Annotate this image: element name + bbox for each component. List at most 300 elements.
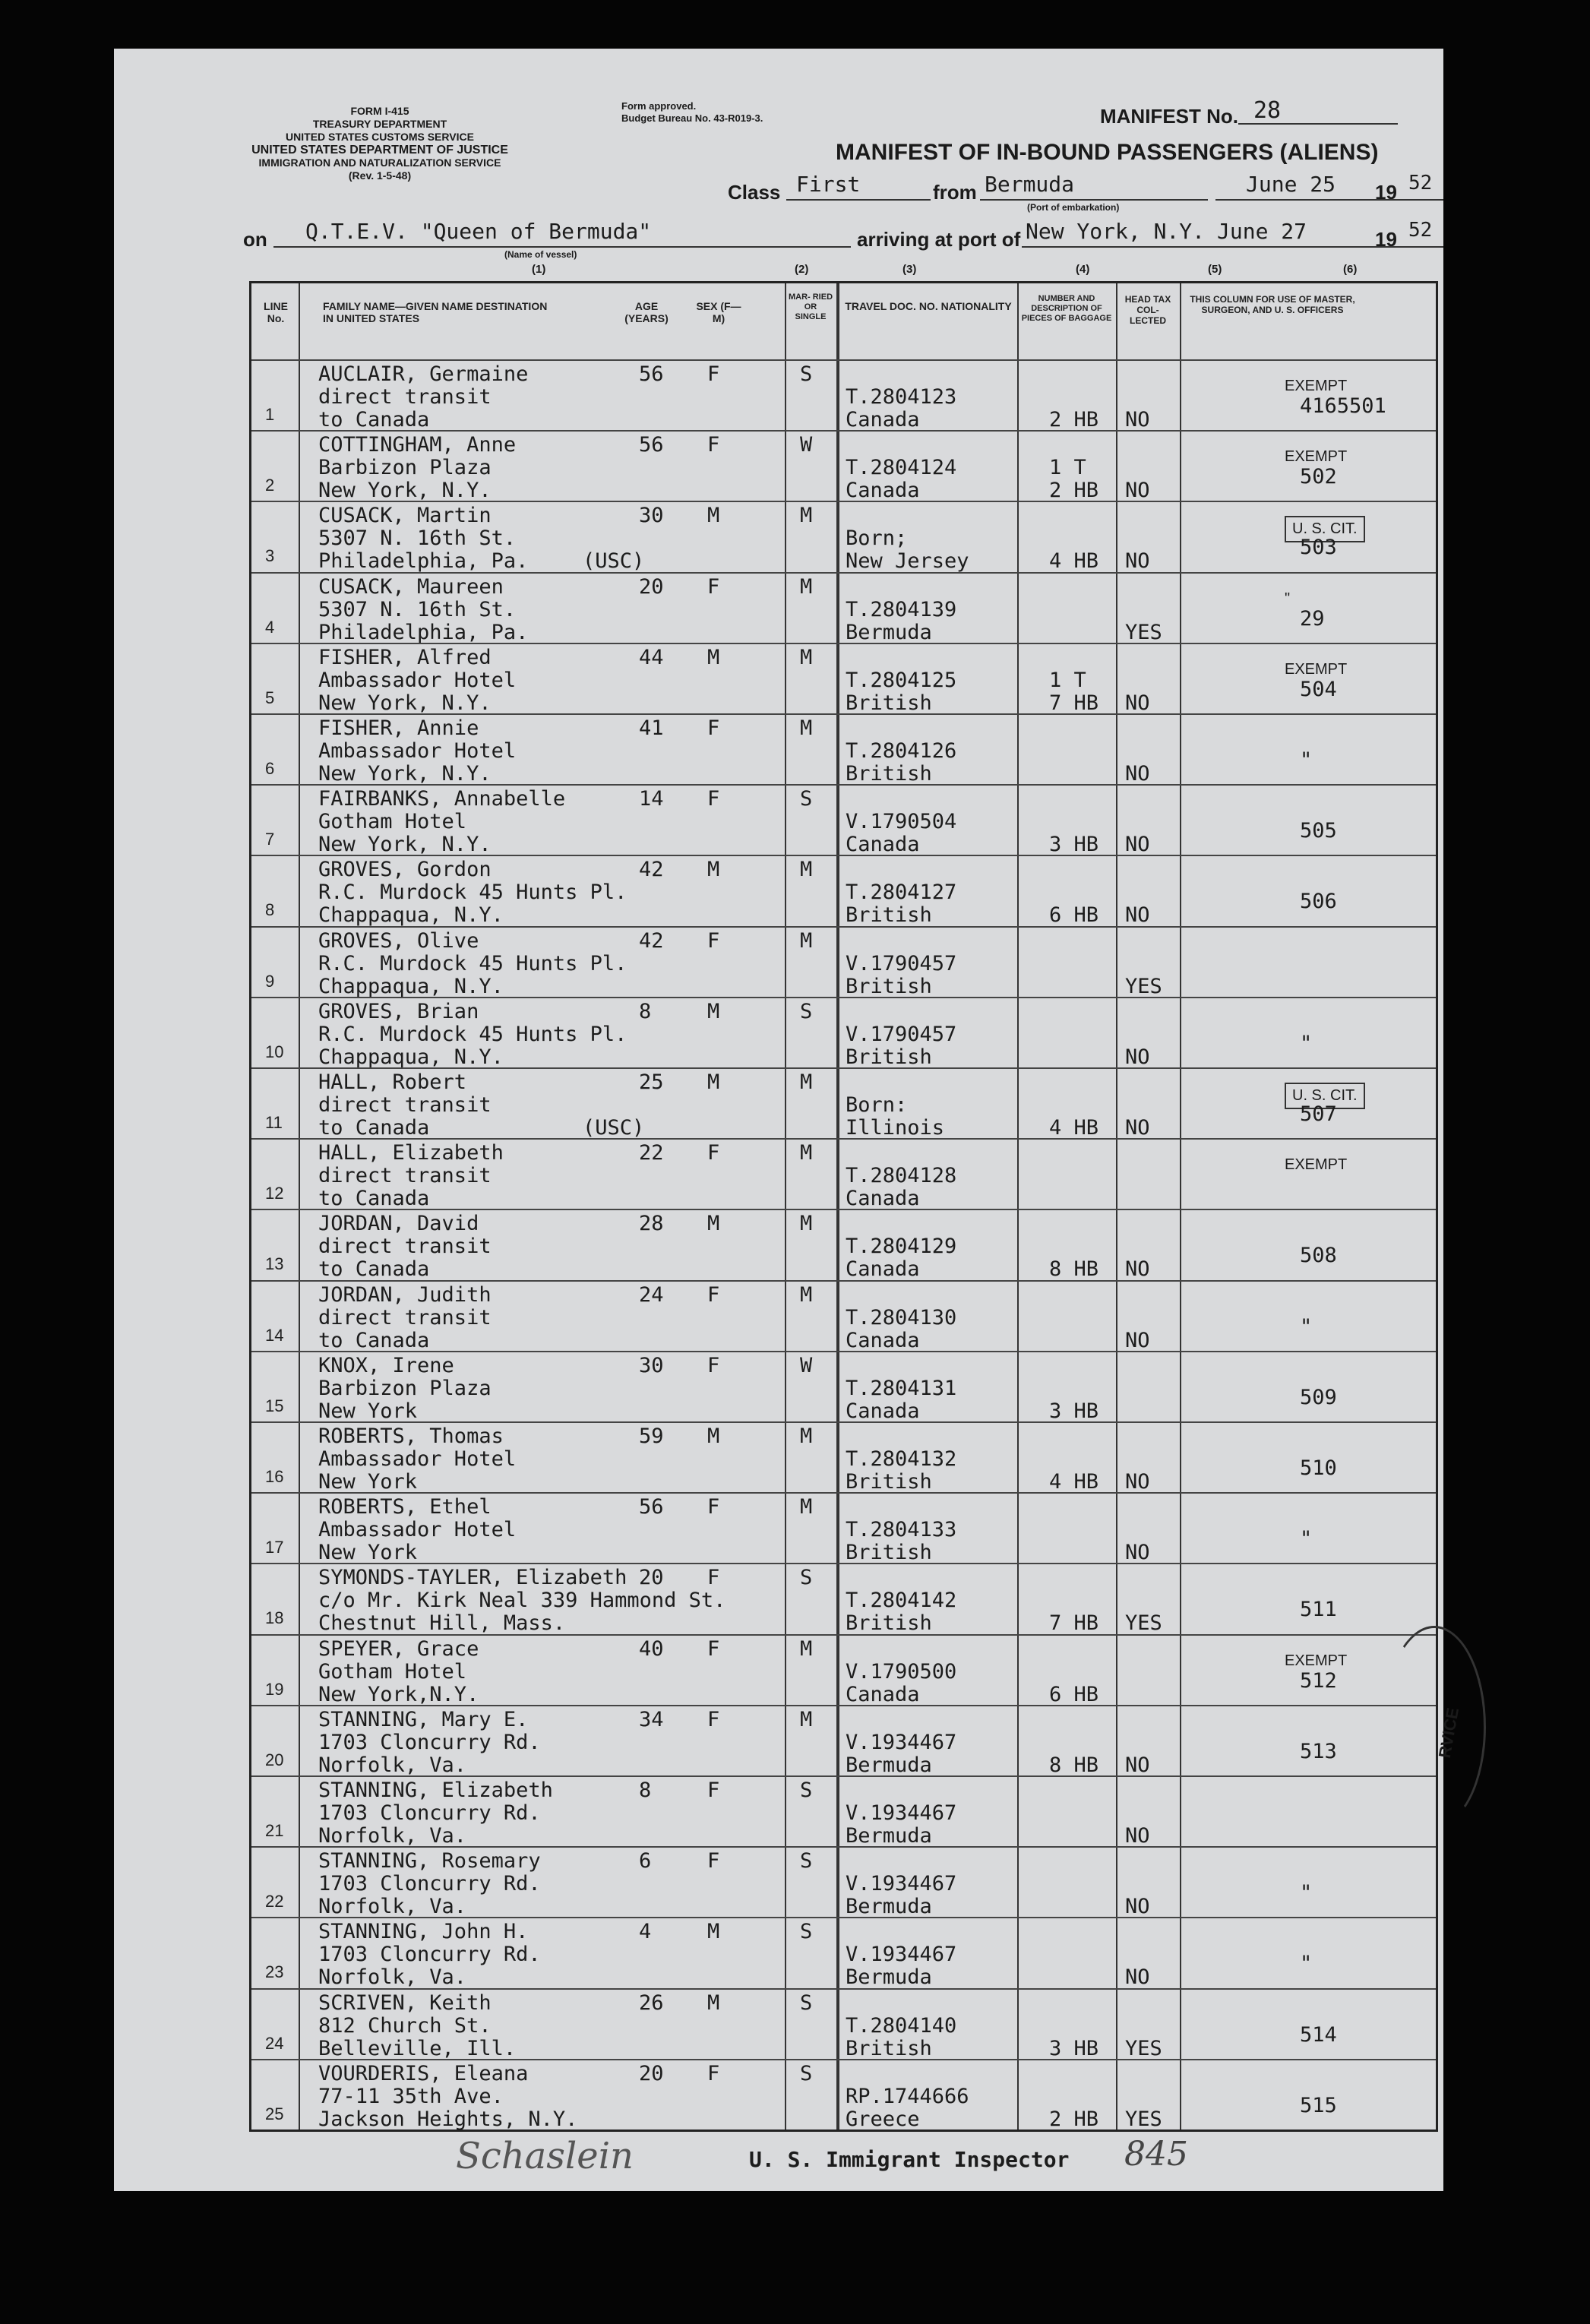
destination-line-2: Chestnut Hill, Mass.	[318, 1611, 566, 1636]
customs-service: UNITED STATES CUSTOMS SERVICE	[286, 131, 474, 143]
line-number: 11	[265, 1113, 283, 1132]
table-row	[251, 1209, 1436, 1281]
marital-status: M	[800, 1141, 813, 1165]
nationality: British	[846, 903, 932, 928]
destination-line-2: to Canada	[318, 1187, 430, 1211]
destination-line-1: direct transit	[318, 1164, 492, 1188]
destination-line-2: to Canada	[318, 1116, 430, 1140]
line-number: 19	[265, 1679, 284, 1699]
head-tax: NO	[1125, 1116, 1150, 1140]
line-number: 1	[265, 405, 275, 424]
from-label: from	[933, 181, 977, 204]
ins-service: IMMIGRATION AND NATURALIZATION SERVICE	[258, 157, 501, 169]
age: 25	[639, 1070, 664, 1094]
travel-document: T.2804124	[846, 456, 957, 480]
marital-status: S	[800, 1990, 813, 2015]
head-tax: NO	[1125, 408, 1150, 432]
column-header-age	[616, 300, 677, 324]
head-tax: NO	[1125, 1328, 1150, 1352]
head-tax: NO	[1125, 1541, 1150, 1565]
justice-dept: UNITED STATES DEPARTMENT OF JUSTICE	[251, 144, 508, 157]
age: 28	[639, 1212, 664, 1236]
table-row	[251, 1351, 1436, 1423]
officer-note: U. S. CIT.	[1285, 1083, 1365, 1109]
destination-line-1: R.C. Murdock 45 Hunts Pl.	[318, 1022, 627, 1046]
year-prefix-1: 19	[1375, 181, 1397, 204]
destination-line-1: direct transit	[318, 1093, 492, 1117]
column-header-name: FAMILY NAME—GIVEN NAME DESTINATION IN UNITED STATES	[323, 300, 548, 324]
age: 26	[639, 1990, 664, 2015]
sex: F	[707, 1353, 720, 1377]
age: 20	[639, 574, 664, 599]
travel-document: RP.1744666	[846, 2084, 969, 2108]
line-number: 15	[265, 1396, 284, 1415]
line-number: 13	[265, 1254, 284, 1274]
destination-line-2: to Canada	[318, 408, 430, 432]
from-value: Bermuda	[985, 172, 1075, 197]
head-tax: NO	[1125, 1470, 1150, 1494]
sex: F	[707, 1779, 720, 1802]
year-prefix-2: 19	[1375, 228, 1397, 251]
column-number-5: (5)	[1208, 263, 1222, 276]
column-number-3: (3)	[902, 263, 917, 276]
nationality: Canada	[846, 408, 920, 432]
line-number: 12	[265, 1184, 284, 1203]
travel-document: T.2804123	[846, 385, 957, 409]
marital-status: M	[800, 1707, 813, 1731]
destination-line-2: Chappaqua, N.Y.	[318, 903, 504, 928]
travel-document: T.2804130	[846, 1305, 957, 1330]
officer-number: 508	[1300, 1244, 1337, 1268]
passenger-name: STANNING, Rosemary	[318, 1849, 541, 1873]
date-line-1	[1215, 199, 1443, 201]
marital-status: W	[800, 1353, 813, 1377]
nationality: New Jersey	[846, 549, 969, 574]
travel-document: V.1790457	[846, 951, 957, 975]
column-header-baggage: NUMBER AND DESCRIPTION OF PIECES OF BAGGAGE	[1021, 294, 1112, 323]
head-tax: NO	[1125, 549, 1150, 574]
sex: M	[707, 645, 720, 669]
passenger-name: ROBERTS, Ethel	[318, 1495, 492, 1519]
marital-status: M	[800, 1636, 813, 1661]
table-row	[251, 643, 1436, 715]
nationality: Canada	[846, 1682, 920, 1706]
destination-line-2: Norfolk, Va.	[318, 1824, 467, 1848]
officer-number: 504	[1300, 677, 1337, 701]
marital-status: S	[800, 787, 813, 811]
marital-status: M	[800, 504, 813, 528]
head-tax: NO	[1125, 479, 1150, 503]
travel-document: V.1934467	[846, 1730, 957, 1754]
citizen-note: (USC)	[583, 1116, 645, 1140]
head-tax: YES	[1125, 620, 1162, 644]
sex: F	[707, 1566, 720, 1590]
form-number: FORM I-415	[350, 105, 409, 117]
sex: F	[707, 433, 720, 457]
travel-document: T.2804129	[846, 1235, 957, 1259]
baggage-line-2: 4 HB	[1049, 549, 1099, 574]
sex: M	[707, 1424, 720, 1448]
marital-status: M	[800, 716, 813, 740]
table-row	[251, 1988, 1436, 2060]
baggage-line-2: 6 HB	[1049, 1682, 1099, 1706]
marital-status: S	[800, 1849, 813, 1873]
marital-status: M	[800, 645, 813, 669]
marital-status: S	[800, 1920, 813, 1944]
destination-line-1: 1703 Cloncurry Rd.	[318, 1730, 541, 1754]
officer-number: "	[1300, 1031, 1313, 1055]
passenger-name: STANNING, Elizabeth	[318, 1779, 553, 1802]
destination-line-1: 5307 N. 16th St.	[318, 597, 517, 621]
head-tax: YES	[1125, 2107, 1162, 2131]
head-tax: NO	[1125, 903, 1150, 928]
table-row	[251, 1138, 1436, 1210]
travel-document: T.2804133	[846, 1518, 957, 1542]
sex: F	[707, 1707, 720, 1731]
nationality: Bermuda	[846, 1753, 932, 1777]
officer-note: "	[1285, 590, 1291, 607]
travel-document: V.1790500	[846, 1659, 957, 1684]
marital-status: S	[800, 999, 813, 1023]
sex: F	[707, 1636, 720, 1661]
officer-number: "	[1300, 1952, 1313, 1976]
nationality: British	[846, 762, 932, 786]
destination-line-1: R.C. Murdock 45 Hunts Pl.	[318, 951, 627, 975]
destination-line-2: Belleville, Ill.	[318, 2036, 517, 2060]
sex: F	[707, 2061, 720, 2085]
officer-number: 507	[1300, 1102, 1337, 1126]
manifest-number: 28	[1253, 97, 1282, 124]
column-header-headtax: HEAD TAX COL- LECTED	[1124, 294, 1171, 326]
column-header-sex	[692, 300, 745, 324]
travel-document: T.2804139	[846, 597, 957, 621]
destination-line-1: 1703 Cloncurry Rd.	[318, 1943, 541, 1967]
passenger-name: VOURDERIS, Eleana	[318, 2061, 529, 2085]
treasury-dept: TREASURY DEPARTMENT	[312, 118, 447, 130]
head-tax: NO	[1125, 691, 1150, 715]
nationality: British	[846, 2036, 932, 2060]
line-number: 18	[265, 1608, 284, 1628]
table-row	[251, 1421, 1436, 1494]
age: 41	[639, 716, 664, 740]
destination-line-2: New York	[318, 1470, 418, 1494]
vessel-line	[273, 246, 851, 248]
passenger-name: SCRIVEN, Keith	[318, 1990, 492, 2015]
passenger-name: GROVES, Brian	[318, 999, 479, 1023]
line-number: 16	[265, 1467, 284, 1486]
line-number: 20	[265, 1750, 284, 1769]
nationality: Canada	[846, 479, 920, 503]
destination-line-2: New York	[318, 1541, 418, 1565]
manifest-number-line	[1238, 123, 1398, 125]
travel-document: Born:	[846, 1093, 908, 1117]
table-row	[251, 926, 1436, 998]
officer-number: 513	[1300, 1739, 1337, 1763]
baggage-line-2: 3 HB	[1049, 1399, 1099, 1423]
marital-status: S	[800, 2061, 813, 2085]
table-row	[251, 1846, 1436, 1918]
sex: F	[707, 928, 720, 953]
nationality: Illinois	[846, 1116, 945, 1140]
marital-status: W	[800, 433, 813, 457]
officer-number: 512	[1300, 1668, 1337, 1693]
table-row	[251, 1775, 1436, 1848]
sex: M	[707, 1070, 720, 1094]
class-line	[786, 199, 931, 201]
officer-number: "	[1300, 748, 1313, 772]
sex: M	[707, 1920, 720, 1944]
inspector-signature: Schaslein	[456, 2135, 634, 2177]
table-row	[251, 1067, 1436, 1140]
officer-note: EXEMPT	[1285, 378, 1348, 394]
head-tax: NO	[1125, 1965, 1150, 1990]
travel-document: V.1790504	[846, 810, 957, 834]
line-number: 7	[265, 830, 275, 849]
line-number: 24	[265, 2033, 284, 2053]
line-number: 4	[265, 617, 275, 637]
sex: F	[707, 1282, 720, 1307]
age: 8	[639, 999, 652, 1023]
officer-number: 511	[1300, 1598, 1337, 1622]
sex: F	[707, 1495, 720, 1519]
passenger-name: JORDAN, David	[318, 1212, 479, 1236]
passenger-name: ROBERTS, Thomas	[318, 1424, 504, 1448]
head-tax: NO	[1125, 1895, 1150, 1919]
nationality: Bermuda	[846, 1824, 932, 1848]
table-row	[251, 997, 1436, 1069]
officer-number: 510	[1300, 1456, 1337, 1480]
destination-line-2: New York, N.Y.	[318, 833, 492, 857]
age: 6	[639, 1849, 652, 1873]
port-embarkation-note: (Port of embarkation)	[1027, 202, 1120, 213]
nationality: Bermuda	[846, 620, 932, 644]
line-number: 14	[265, 1325, 284, 1345]
line-number: 8	[265, 900, 275, 920]
age: 24	[639, 1282, 664, 1307]
marital-status: M	[800, 574, 813, 599]
travel-document: V.1790457	[846, 1022, 957, 1046]
sex: M	[707, 1990, 720, 2015]
from-line	[980, 199, 1208, 201]
sex: F	[707, 1141, 720, 1165]
officer-number: 515	[1300, 2093, 1337, 2117]
line-number: 3	[265, 546, 275, 566]
passenger-table	[249, 281, 1438, 2132]
column-number-1: (1)	[532, 263, 546, 276]
destination-line-1: 77-11 35th Ave.	[318, 2084, 504, 2108]
vessel-name: Q.T.E.V. "Queen of Bermuda"	[305, 219, 652, 244]
head-tax: NO	[1125, 1824, 1150, 1848]
destination-line-2: Norfolk, Va.	[318, 1753, 467, 1777]
destination-line-1: Ambassador Hotel	[318, 668, 517, 692]
marital-status: M	[800, 1495, 813, 1519]
baggage-line-2: 7 HB	[1049, 1611, 1099, 1636]
age: 22	[639, 1141, 664, 1165]
passenger-name: CUSACK, Maureen	[318, 574, 504, 599]
sex: F	[707, 787, 720, 811]
officer-number: 514	[1300, 2022, 1337, 2047]
head-tax: NO	[1125, 1045, 1150, 1069]
head-tax: NO	[1125, 762, 1150, 786]
destination-line-1: Barbizon Plaza	[318, 456, 492, 480]
passenger-name: FISHER, Alfred	[318, 645, 492, 669]
baggage-line-2: 4 HB	[1049, 1116, 1099, 1140]
table-row	[251, 713, 1436, 786]
manifest-title: MANIFEST OF IN-BOUND PASSENGERS (ALIENS)	[836, 140, 1379, 165]
sex: F	[707, 1849, 720, 1873]
age: 56	[639, 1495, 664, 1519]
sex: M	[707, 999, 720, 1023]
nationality: British	[846, 1541, 932, 1565]
destination-line-1: direct transit	[318, 1235, 492, 1259]
table-row	[251, 1705, 1436, 1777]
baggage-line-2: 2 HB	[1049, 408, 1099, 432]
baggage-line-1: 1 T	[1049, 456, 1086, 480]
passenger-name: HALL, Robert	[318, 1070, 467, 1094]
destination-line-1: Barbizon Plaza	[318, 1376, 492, 1400]
baggage-line-2: 2 HB	[1049, 479, 1099, 503]
destination-line-2: Philadelphia, Pa.	[318, 549, 529, 574]
table-row	[251, 501, 1436, 573]
inspector-number: 845	[1124, 2135, 1188, 2174]
age: 42	[639, 858, 664, 882]
destination-line-1: c/o Mr. Kirk Neal 339 Hammond St.	[318, 1589, 726, 1613]
class-value: First	[796, 172, 861, 197]
on-label: on	[243, 228, 267, 251]
destination-line-2: Norfolk, Va.	[318, 1895, 467, 1919]
nationality: Bermuda	[846, 1895, 932, 1919]
marital-status: S	[800, 1779, 813, 1802]
officer-number: 509	[1300, 1385, 1337, 1409]
table-row	[251, 2059, 1436, 2131]
column-number-2: (2)	[795, 263, 809, 276]
destination-line-1: direct transit	[318, 385, 492, 409]
destination-line-1: Ambassador Hotel	[318, 739, 517, 763]
age: 59	[639, 1424, 664, 1448]
column-header-sex-text: SEX (F—M)	[696, 300, 741, 324]
age: 20	[639, 2061, 664, 2085]
passenger-name: FISHER, Annie	[318, 716, 479, 740]
vessel-note: (Name of vessel)	[504, 249, 577, 260]
officer-number: 506	[1300, 890, 1337, 914]
passenger-name: COTTINGHAM, Anne	[318, 433, 517, 457]
revision: (Rev. 1-5-48)	[348, 169, 412, 182]
sex: M	[707, 1212, 720, 1236]
column-header-travel: TRAVEL DOC. NO. NATIONALITY	[845, 300, 1012, 312]
destination-line-2: New York, N.Y.	[318, 691, 492, 715]
service-stamp	[1383, 1626, 1486, 1828]
passenger-name: FAIRBANKS, Annabelle	[318, 787, 566, 811]
table-row	[251, 1492, 1436, 1564]
baggage-line-2: 2 HB	[1049, 2107, 1099, 2131]
destination-line-2: New York, N.Y.	[318, 762, 492, 786]
arrival-year: 52	[1408, 219, 1433, 242]
age: 56	[639, 433, 664, 457]
age: 30	[639, 504, 664, 528]
table-row	[251, 1280, 1436, 1352]
head-tax: NO	[1125, 1257, 1150, 1282]
destination-line-1: 5307 N. 16th St.	[318, 526, 517, 551]
budget-line: Budget Bureau No. 43-R019-3.	[621, 112, 763, 124]
stamp-text: RVICE	[1434, 1706, 1463, 1760]
destination-line-1: 812 Church St.	[318, 2013, 492, 2038]
destination-line-2: Chappaqua, N.Y.	[318, 1045, 504, 1069]
sex: M	[707, 504, 720, 528]
travel-document: T.2804125	[846, 668, 957, 692]
line-number: 2	[265, 476, 275, 495]
age: 4	[639, 1920, 652, 1944]
marital-status: M	[800, 1282, 813, 1307]
table-row	[251, 855, 1436, 927]
form-header-left	[235, 105, 524, 182]
destination-line-2: Jackson Heights, N.Y.	[318, 2107, 578, 2131]
passenger-name: GROVES, Gordon	[318, 858, 492, 882]
table-row	[251, 1634, 1436, 1706]
line-number: 6	[265, 759, 275, 778]
nationality: British	[846, 974, 932, 998]
age: 40	[639, 1636, 664, 1661]
arriving-line	[1022, 246, 1443, 248]
line-number: 22	[265, 1892, 284, 1911]
travel-document: T.2804142	[846, 1589, 957, 1613]
officer-number: 502	[1300, 465, 1337, 489]
passenger-name: STANNING, Mary E.	[318, 1707, 529, 1731]
nationality: British	[846, 691, 932, 715]
nationality: British	[846, 1611, 932, 1636]
travel-document: T.2804127	[846, 881, 957, 905]
column-header-age-text: AGE (YEARS)	[624, 300, 669, 324]
travel-document: T.2804140	[846, 2013, 957, 2038]
nationality: Canada	[846, 1257, 920, 1282]
nationality: British	[846, 1470, 932, 1494]
destination-line-2: New York, N.Y.	[318, 479, 492, 503]
destination-line-2: Norfolk, Va.	[318, 1965, 467, 1990]
head-tax: YES	[1125, 2036, 1162, 2060]
arriving-port: New York, N.Y.	[1026, 219, 1206, 244]
travel-document: V.1934467	[846, 1801, 957, 1825]
officer-note: EXEMPT	[1285, 660, 1348, 678]
destination-line-1: Gotham Hotel	[318, 1659, 467, 1684]
age: 14	[639, 787, 664, 811]
destination-line-2: New York,N.Y.	[318, 1682, 479, 1706]
marital-status: M	[800, 1424, 813, 1448]
line-number: 23	[265, 1962, 284, 1982]
age: 8	[639, 1779, 652, 1802]
manifest-number-label: MANIFEST No.	[1100, 105, 1238, 128]
baggage-line-2: 3 HB	[1049, 833, 1099, 857]
marital-status: M	[800, 858, 813, 882]
column-header-officers: THIS COLUMN FOR USE OF MASTER, SURGEON, AND U. S. OFFICERS	[1190, 294, 1355, 315]
approved-line: Form approved.	[621, 100, 697, 112]
line-number: 25	[265, 2104, 284, 2123]
travel-document: T.2804128	[846, 1164, 957, 1188]
passenger-name: SYMONDS-TAYLER, Elizabeth	[318, 1566, 627, 1590]
head-tax: YES	[1125, 974, 1162, 998]
passenger-name: SPEYER, Grace	[318, 1636, 479, 1661]
departure-date: June 25	[1246, 172, 1336, 197]
passenger-name: KNOX, Irene	[318, 1353, 454, 1377]
nationality: Canada	[846, 1399, 920, 1423]
officer-number: "	[1300, 1527, 1313, 1551]
travel-document: T.2804126	[846, 739, 957, 763]
nationality: Canada	[846, 833, 920, 857]
nationality: Canada	[846, 1328, 920, 1352]
table-row	[251, 1563, 1436, 1635]
marital-status: M	[800, 1070, 813, 1094]
line-number: 21	[265, 1821, 284, 1840]
class-label: Class	[728, 181, 781, 204]
baggage-line-2: 8 HB	[1049, 1257, 1099, 1282]
